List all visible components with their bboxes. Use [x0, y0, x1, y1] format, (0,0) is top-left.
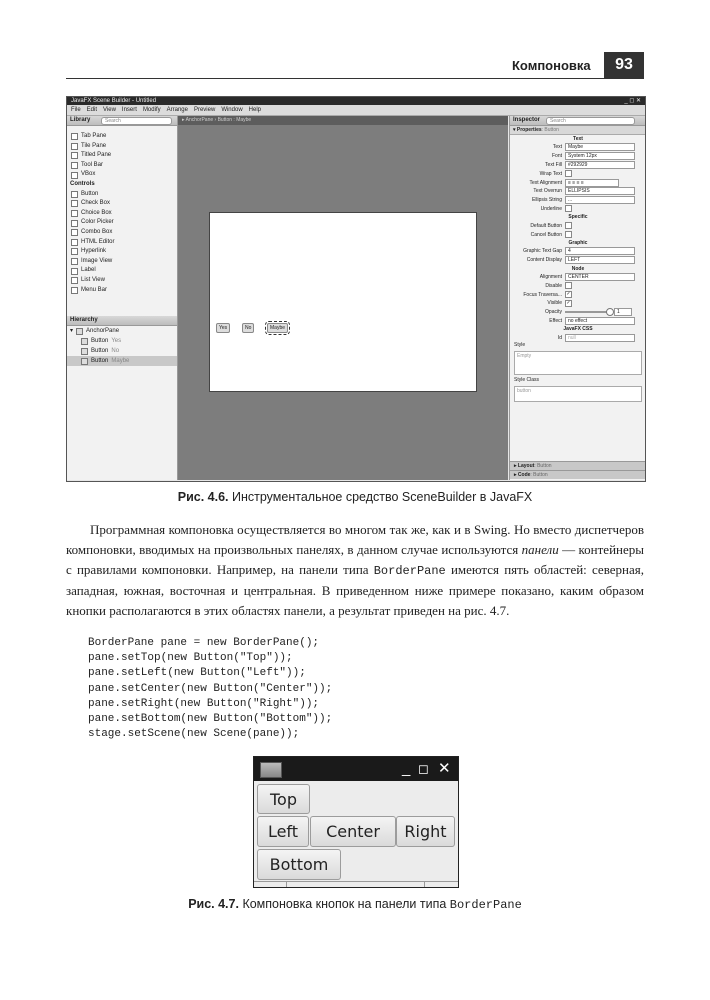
component-icon — [71, 191, 78, 198]
code-line: BorderPane pane = new BorderPane(); — [88, 637, 320, 649]
component-icon — [71, 143, 78, 150]
body-paragraph — [66, 520, 644, 621]
prop-effect-select[interactable]: no effect — [565, 317, 635, 325]
library-item[interactable] — [67, 132, 177, 142]
library-item-label: Color Picker — [81, 219, 114, 226]
opacity-slider[interactable] — [565, 311, 611, 313]
menu-preview[interactable]: Preview — [193, 107, 216, 113]
hierarchy-label: Button — [91, 338, 109, 344]
library-item[interactable] — [67, 238, 177, 248]
page-number: 93 — [604, 52, 644, 78]
prop-label: Focus Traversa... — [523, 291, 562, 298]
prop-label: Text — [552, 144, 562, 151]
component-icon — [71, 220, 78, 227]
bottom-button[interactable]: Bottom — [257, 849, 341, 880]
prop-label: Id — [557, 334, 562, 341]
hierarchy-item[interactable] — [67, 336, 177, 346]
library-item-label: Check Box — [81, 200, 111, 207]
prop-label: Effect — [549, 317, 562, 324]
prop-row — [510, 169, 646, 178]
anchorpane-canvas[interactable] — [209, 212, 477, 392]
inspector-panel — [509, 116, 646, 480]
library-item[interactable] — [67, 257, 177, 267]
prop-gap-field[interactable]: 4 — [565, 247, 635, 255]
code-listing — [88, 636, 332, 742]
component-icon — [71, 172, 78, 179]
prop-row — [510, 290, 646, 299]
library-item[interactable] — [67, 161, 177, 171]
component-icon — [71, 277, 78, 284]
prop-ellipsis-field[interactable]: ... — [565, 196, 635, 204]
border-tick — [424, 881, 425, 887]
library-item-label: List View — [81, 276, 105, 283]
caption-text: Компоновка кнопок на панели типа — [238, 897, 450, 911]
center-button[interactable]: Center — [310, 816, 396, 847]
component-icon — [71, 200, 78, 207]
library-title: Library — [70, 117, 91, 123]
library-item-label: Label — [81, 267, 96, 274]
sb-window-controls[interactable]: _ ◻ ✕ — [624, 98, 641, 104]
style-label: Style — [514, 342, 526, 349]
button-icon — [81, 348, 88, 355]
caption-label: Рис. 4.6. — [177, 490, 229, 504]
library-item[interactable] — [67, 276, 177, 286]
caption-text: Инструментальное средство SceneBuilder в JavaFX — [228, 490, 533, 504]
library-item-label: HTML Editor — [81, 238, 115, 245]
prop-text-field[interactable]: Maybe — [565, 143, 635, 151]
component-icon — [71, 229, 78, 236]
close-icon[interactable]: ✕ — [438, 760, 451, 777]
prop-alignment-buttons[interactable]: ≡ ≡ ≡ ≡ — [565, 179, 619, 187]
border-tick — [286, 881, 287, 887]
section-title: Компоновка — [512, 58, 591, 73]
code-target: : Button — [530, 472, 548, 478]
left-button[interactable]: Left — [257, 816, 309, 847]
canvas-button-yes[interactable]: Yes — [216, 323, 230, 333]
styleclass-field[interactable]: button — [514, 386, 642, 402]
window-bottom-edge — [254, 881, 458, 882]
slider-thumb[interactable] — [606, 308, 614, 316]
prop-row — [510, 161, 646, 170]
section-text: Text — [573, 136, 583, 142]
prop-alignment-select[interactable]: CENTER — [565, 273, 635, 281]
menu-modify[interactable]: Modify — [142, 107, 161, 113]
properties-title: Properties — [516, 127, 542, 133]
section-css: JavaFX CSS — [563, 326, 593, 333]
code-line: pane.setBottom(new Button("Bottom")); — [88, 713, 333, 726]
prop-row — [510, 221, 646, 230]
canvas-button-no[interactable]: No — [242, 323, 254, 333]
scenebuilder-screenshot — [66, 96, 646, 482]
library-item-label: Titled Pane — [81, 152, 112, 159]
prop-visible-checkbox[interactable]: ✓ — [566, 299, 571, 306]
library-item[interactable] — [67, 286, 177, 296]
paragraph-text: имеются пять областей: северная, западная, южная, восточная и центральная. В приведенном ниже примере показано, каким образом кнопки располагаются в этих областях панели, а результат приведен на рис. 4.7. — [66, 562, 644, 619]
prop-row — [510, 317, 646, 326]
minimize-icon[interactable]: _ — [402, 760, 411, 777]
layout-target: : Button — [534, 463, 552, 469]
prop-label: Default Button — [530, 222, 562, 229]
caption-label: Рис. 4.7. — [188, 897, 239, 911]
prop-overrun-select[interactable]: ELLIPSIS — [565, 187, 635, 195]
prop-label: Text Alignment — [529, 179, 562, 186]
properties-header[interactable]: ▾ Properties: Button — [510, 126, 646, 135]
prop-label: Ellipsis String — [531, 197, 562, 204]
prop-row — [510, 247, 646, 256]
menu-view[interactable]: View — [103, 107, 116, 113]
library-item-label: Tile Pane — [81, 142, 107, 149]
component-icon — [71, 239, 78, 246]
prop-underline-checkbox[interactable] — [565, 205, 572, 212]
paragraph-code: BorderPane — [373, 564, 446, 579]
prop-cancel-checkbox[interactable] — [565, 231, 572, 238]
library-item-label: Image View — [81, 257, 113, 264]
right-button[interactable]: Right — [396, 816, 455, 847]
library-item[interactable] — [67, 151, 177, 161]
prop-label: Font — [551, 153, 562, 160]
menu-edit[interactable]: Edit — [86, 107, 98, 113]
prop-row — [510, 273, 646, 282]
hierarchy-item[interactable] — [67, 346, 177, 356]
inspector-search-input[interactable]: Search — [546, 117, 635, 125]
library-item[interactable] — [67, 142, 177, 152]
prop-disable-checkbox[interactable] — [565, 282, 572, 289]
anchorpane-icon — [76, 328, 83, 335]
prop-row — [510, 196, 646, 205]
library-item[interactable] — [67, 170, 177, 180]
figure-caption-4-6 — [0, 490, 710, 504]
hierarchy-text: Yes — [111, 338, 122, 344]
library-item-label: Tool Bar — [81, 161, 104, 168]
library-item-label: Combo Box — [81, 228, 113, 235]
prop-label: Opacity — [545, 309, 562, 316]
prop-row — [510, 256, 646, 265]
menu-arrange[interactable]: Arrange — [166, 107, 188, 113]
prop-row — [510, 187, 646, 196]
window-titlebar — [254, 757, 458, 781]
properties-target: : Button — [541, 127, 559, 133]
canvas-button-maybe[interactable]: Maybe — [267, 323, 288, 333]
section-specific: Specific — [568, 214, 588, 221]
prop-default-checkbox[interactable] — [565, 222, 572, 229]
prop-row — [510, 143, 646, 152]
library-item[interactable] — [67, 247, 177, 257]
prop-label: Visible — [547, 300, 562, 307]
inspector-title: Inspector — [513, 117, 541, 123]
hierarchy-header: Hierarchy — [67, 316, 177, 326]
prop-wraptext-checkbox[interactable] — [565, 170, 572, 177]
layout-section-header[interactable]: ▸ Layout: Button — [510, 461, 646, 470]
styleclass-label: Style Class — [514, 377, 540, 384]
menu-file[interactable]: File — [71, 107, 81, 113]
code-line: pane.setRight(new Button("Right")); — [88, 697, 320, 710]
prop-label: Graphic Text Gap — [523, 248, 562, 255]
button-icon — [81, 338, 88, 345]
borderpane-window — [253, 756, 459, 888]
prop-label: Cancel Button — [530, 231, 562, 238]
sb-window-title: JavaFX Scene Builder - Untitled — [71, 98, 157, 104]
component-icon — [71, 210, 78, 217]
component-icon — [71, 162, 78, 169]
prop-label: Disable — [545, 282, 562, 289]
hierarchy-panel — [67, 316, 177, 366]
library-item[interactable] — [67, 199, 177, 209]
prop-label: Alignment — [539, 273, 562, 280]
library-header — [67, 116, 177, 126]
hierarchy-item-selected[interactable] — [67, 356, 177, 366]
library-item[interactable] — [67, 190, 177, 200]
library-panel — [67, 116, 178, 480]
prop-label: Text Fill — [545, 161, 562, 168]
menu-insert[interactable]: Insert — [121, 107, 137, 113]
code-section-header[interactable]: ▸ Code: Button — [510, 470, 646, 479]
caption-code: BorderPane — [449, 898, 522, 912]
app-icon — [260, 762, 282, 778]
hierarchy-text: Maybe — [111, 358, 130, 364]
paragraph-text: Программная компоновка осуществляется во многом так же, как и в Swing. Но вместо диспетчеров компоновки, вводимых на произвольных панелях, в данном случае используются — [66, 522, 644, 558]
library-item-label: Choice Box — [81, 209, 112, 216]
library-category[interactable]: Controls — [70, 180, 95, 187]
style-textarea[interactable]: Empty — [514, 351, 642, 375]
prop-row — [510, 230, 646, 239]
component-icon — [71, 268, 78, 275]
prop-row — [510, 178, 646, 187]
library-item[interactable] — [67, 266, 177, 276]
prop-row — [510, 308, 646, 317]
sb-titlebar — [67, 97, 645, 105]
prop-label: Content Display — [526, 257, 562, 264]
section-node: Node — [571, 265, 585, 272]
component-icon — [71, 152, 78, 159]
menu-window[interactable]: Window — [221, 107, 243, 113]
component-icon — [71, 258, 78, 265]
prop-row — [510, 152, 646, 161]
hierarchy-root[interactable] — [67, 326, 177, 336]
maximize-icon[interactable]: ◻ — [418, 761, 429, 776]
library-item[interactable] — [67, 228, 177, 238]
prop-label: Text Overrun — [533, 188, 562, 195]
component-icon — [71, 133, 78, 140]
prop-row — [510, 299, 646, 308]
code-line: stage.setScene(new Scene(pane)); — [88, 728, 300, 741]
library-item[interactable] — [67, 218, 177, 228]
sb-menubar — [67, 105, 645, 116]
library-item-label: VBox — [81, 171, 96, 178]
prop-row — [510, 205, 646, 214]
hierarchy-text: No — [111, 348, 120, 354]
code-line: pane.setLeft(new Button("Left")); — [88, 667, 306, 680]
expand-icon: ▾ — [70, 328, 74, 334]
prop-row — [510, 281, 646, 290]
prop-textfill-picker[interactable]: #292929 — [565, 161, 635, 169]
code-line: pane.setCenter(new Button("Center")); — [88, 682, 333, 695]
inspector-header — [510, 116, 646, 126]
library-item-label: Tab Pane — [81, 133, 107, 139]
library-search-input[interactable]: Search — [101, 117, 172, 125]
menu-help[interactable]: Help — [248, 107, 261, 113]
header-rule — [66, 78, 644, 79]
prop-label: Underline — [540, 205, 562, 212]
top-button[interactable]: Top — [257, 784, 310, 814]
library-item[interactable] — [67, 209, 177, 219]
component-icon — [71, 248, 78, 255]
prop-id-field[interactable]: null — [565, 334, 635, 342]
prop-focus-checkbox[interactable]: ✓ — [566, 291, 571, 298]
paragraph-italic: панели — [521, 542, 559, 558]
code-title: Code — [517, 472, 531, 478]
layout-title: Layout — [517, 463, 535, 469]
component-icon — [71, 287, 78, 294]
design-canvas[interactable] — [178, 116, 508, 480]
canvas-breadcrumb[interactable]: ▸ AnchorPane › Button : Maybe — [178, 116, 508, 125]
hierarchy-label: AnchorPane — [86, 328, 120, 334]
figure-caption-4-7 — [0, 897, 710, 912]
prop-opacity-field[interactable]: 1 — [614, 308, 632, 316]
hierarchy-label: Button — [91, 358, 109, 364]
library-item-label: Button — [81, 190, 99, 197]
prop-row — [510, 333, 646, 342]
library-item-label: Hyperlink — [81, 248, 107, 255]
paragraph-text: — контейнеры с правилами компоновки. Например, на панели типа — [66, 542, 644, 578]
section-graphic: Graphic — [568, 239, 588, 246]
code-line: pane.setTop(new Button("Top")); — [88, 652, 293, 665]
prop-contentdisplay-select[interactable]: LEFT — [565, 256, 635, 264]
hierarchy-label: Button — [91, 348, 109, 354]
prop-font-select[interactable]: System 12px — [565, 152, 635, 160]
prop-label: Wrap Text — [539, 170, 562, 177]
button-icon — [81, 358, 88, 365]
library-item-label: Menu Bar — [81, 286, 108, 293]
